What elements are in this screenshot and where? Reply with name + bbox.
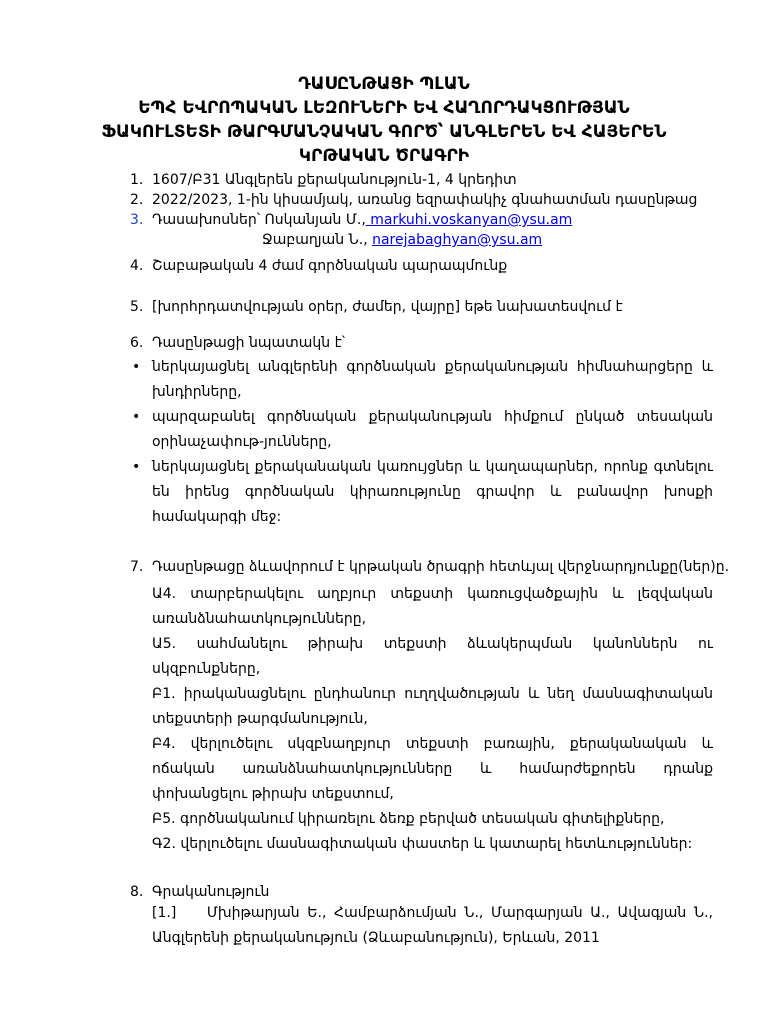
goal-item: • պարզաբանել գործնական քերականության հիմքում ընկած տեսական օրինաչափութ-յունները, [130,405,713,455]
list-item-lecturers [130,210,572,230]
list-item-outcomes-heading [130,557,729,577]
document-title [0,72,768,168]
title-line: ԿՐԹԱԿԱՆ ԾՐԱԳՐԻ [298,146,470,166]
list-item-consultation [130,297,623,317]
title-line: ԴԱՍԸՆԹԱՑԻ ՊԼԱՆ [298,74,470,94]
outcome-item: Ա5. սահմանելու թիրախ տեքստի ձևակերպման կանոններն ու սկզբունքները, [152,636,713,677]
list-item-hours [130,256,507,276]
title-line: ՖԱԿՈՒԼՏԵՏԻ ԹԱՐԳՄԱՆՉԱԿԱՆ ԳՈՐԾ՝ ԱՆԳԼԵՐԵՆ ԵՎ ՀԱՅԵՐԵՆ [101,122,667,142]
item-text: 1607/Բ31 Անգլերեն քերականություն-1, 4 կրեդիտ [152,172,517,188]
reference-number: [1.] [152,905,177,921]
reference-text [152,901,713,951]
list-item-semester [130,190,697,210]
outcome-item: Գ2. վերլուծելու մասնագիտական փաստեր և կատարել հետևություններ: [152,836,693,852]
item-number: 4. [130,258,144,274]
item-number: 3. [130,212,144,228]
item-number: 2. [130,192,144,208]
reference-body: Մխիթարյան Ե., Համբարձումյան Ն., Մարգարյան Ա., Ավագյան Ն., Անգլերենի քերականություն (Ձևաբանություն), Երևան, 2011 [152,905,713,946]
outcome-item: Բ4. վերլուծելու սկզբնաղբյուր տեքստի բառային, քերականական և ոճական առանձնահատկությունները և համարժեքորեն դրանք փոխանցելու թիրախ տեքստում, [152,736,713,802]
email-link-voskanyan[interactable]: markuhi.voskanyan@ysu.am [365,212,573,228]
item-text: 2022/2023, 1-ին կիսամյակ, առանց եզրափակիչ գնահատման դասընթաց [152,192,698,208]
list-item-goal-heading [130,333,345,353]
item-number: 1. [130,172,144,188]
goal-item: • ներկայացնել անգլերենի գործնական քերականության հիմնահարցերը և խնդիրները, [130,355,713,405]
outcome-item: Բ1. իրականացնելու ընդհանուր ուղղվածության և նեղ մասնագիտական տեքստերի թարգմանություն, [152,686,713,727]
item-text: Դասընթացը ձևավորում է կրթական ծրագրի հետևյալ վերջնարդյունքը(ներ)ը. [152,559,730,575]
list-item-lecturer-2 [262,230,542,250]
outcomes-list [152,582,713,857]
item-text: [խորհրդատվության օրեր, ժամեր, վայրը] եթե նախատեսվում է [152,299,623,315]
lecturers-label: Դասախոսներ՝ Ոսկանյան Մ., [152,212,366,228]
item-text: Դասընթացի նպատակն է՝ [152,335,346,351]
item-text: Շաբաթական 4 ժամ գործնական պարապմունք [152,258,508,274]
item-number: 8. [130,884,144,900]
list-item-course-code [130,170,517,190]
email-link-jabaghyan[interactable]: narejabaghyan@ysu.am [372,232,543,248]
item-number: 7. [130,559,144,575]
title-line: ԵՊՀ ԵՎՐՈՊԱԿԱՆ ԼԵԶՈՒՆԵՐԻ ԵՎ ՀԱՂՈՐԴԱԿՑՈՒԹՅԱՆ [138,98,630,118]
item-number: 6. [130,335,144,351]
reference-entry [152,901,713,951]
outcome-item: Ա4. տարբերակելու աղբյուր տեքստի կառուցվածքային և լեզվական առանձնահատկությունները, [152,586,713,627]
goal-item: • ներկայացնել քերականական կառույցներ և կաղապարներ, որոնք գտնելու են իրենց գործնական կիրառությունը գրավոր և բանավոր խոսքի համակարգի մեջ: [130,455,713,530]
goals-list [130,355,713,530]
lecturer-name: Ջաբաղյան Ն., [262,232,368,248]
outcome-item: Բ5. գործնականում կիրառելու ձեռք բերված տեսական գիտելիքները, [152,811,665,827]
item-number: 5. [130,299,144,315]
list-item-references-heading [130,882,269,902]
item-text: Գրականություն [152,884,270,900]
